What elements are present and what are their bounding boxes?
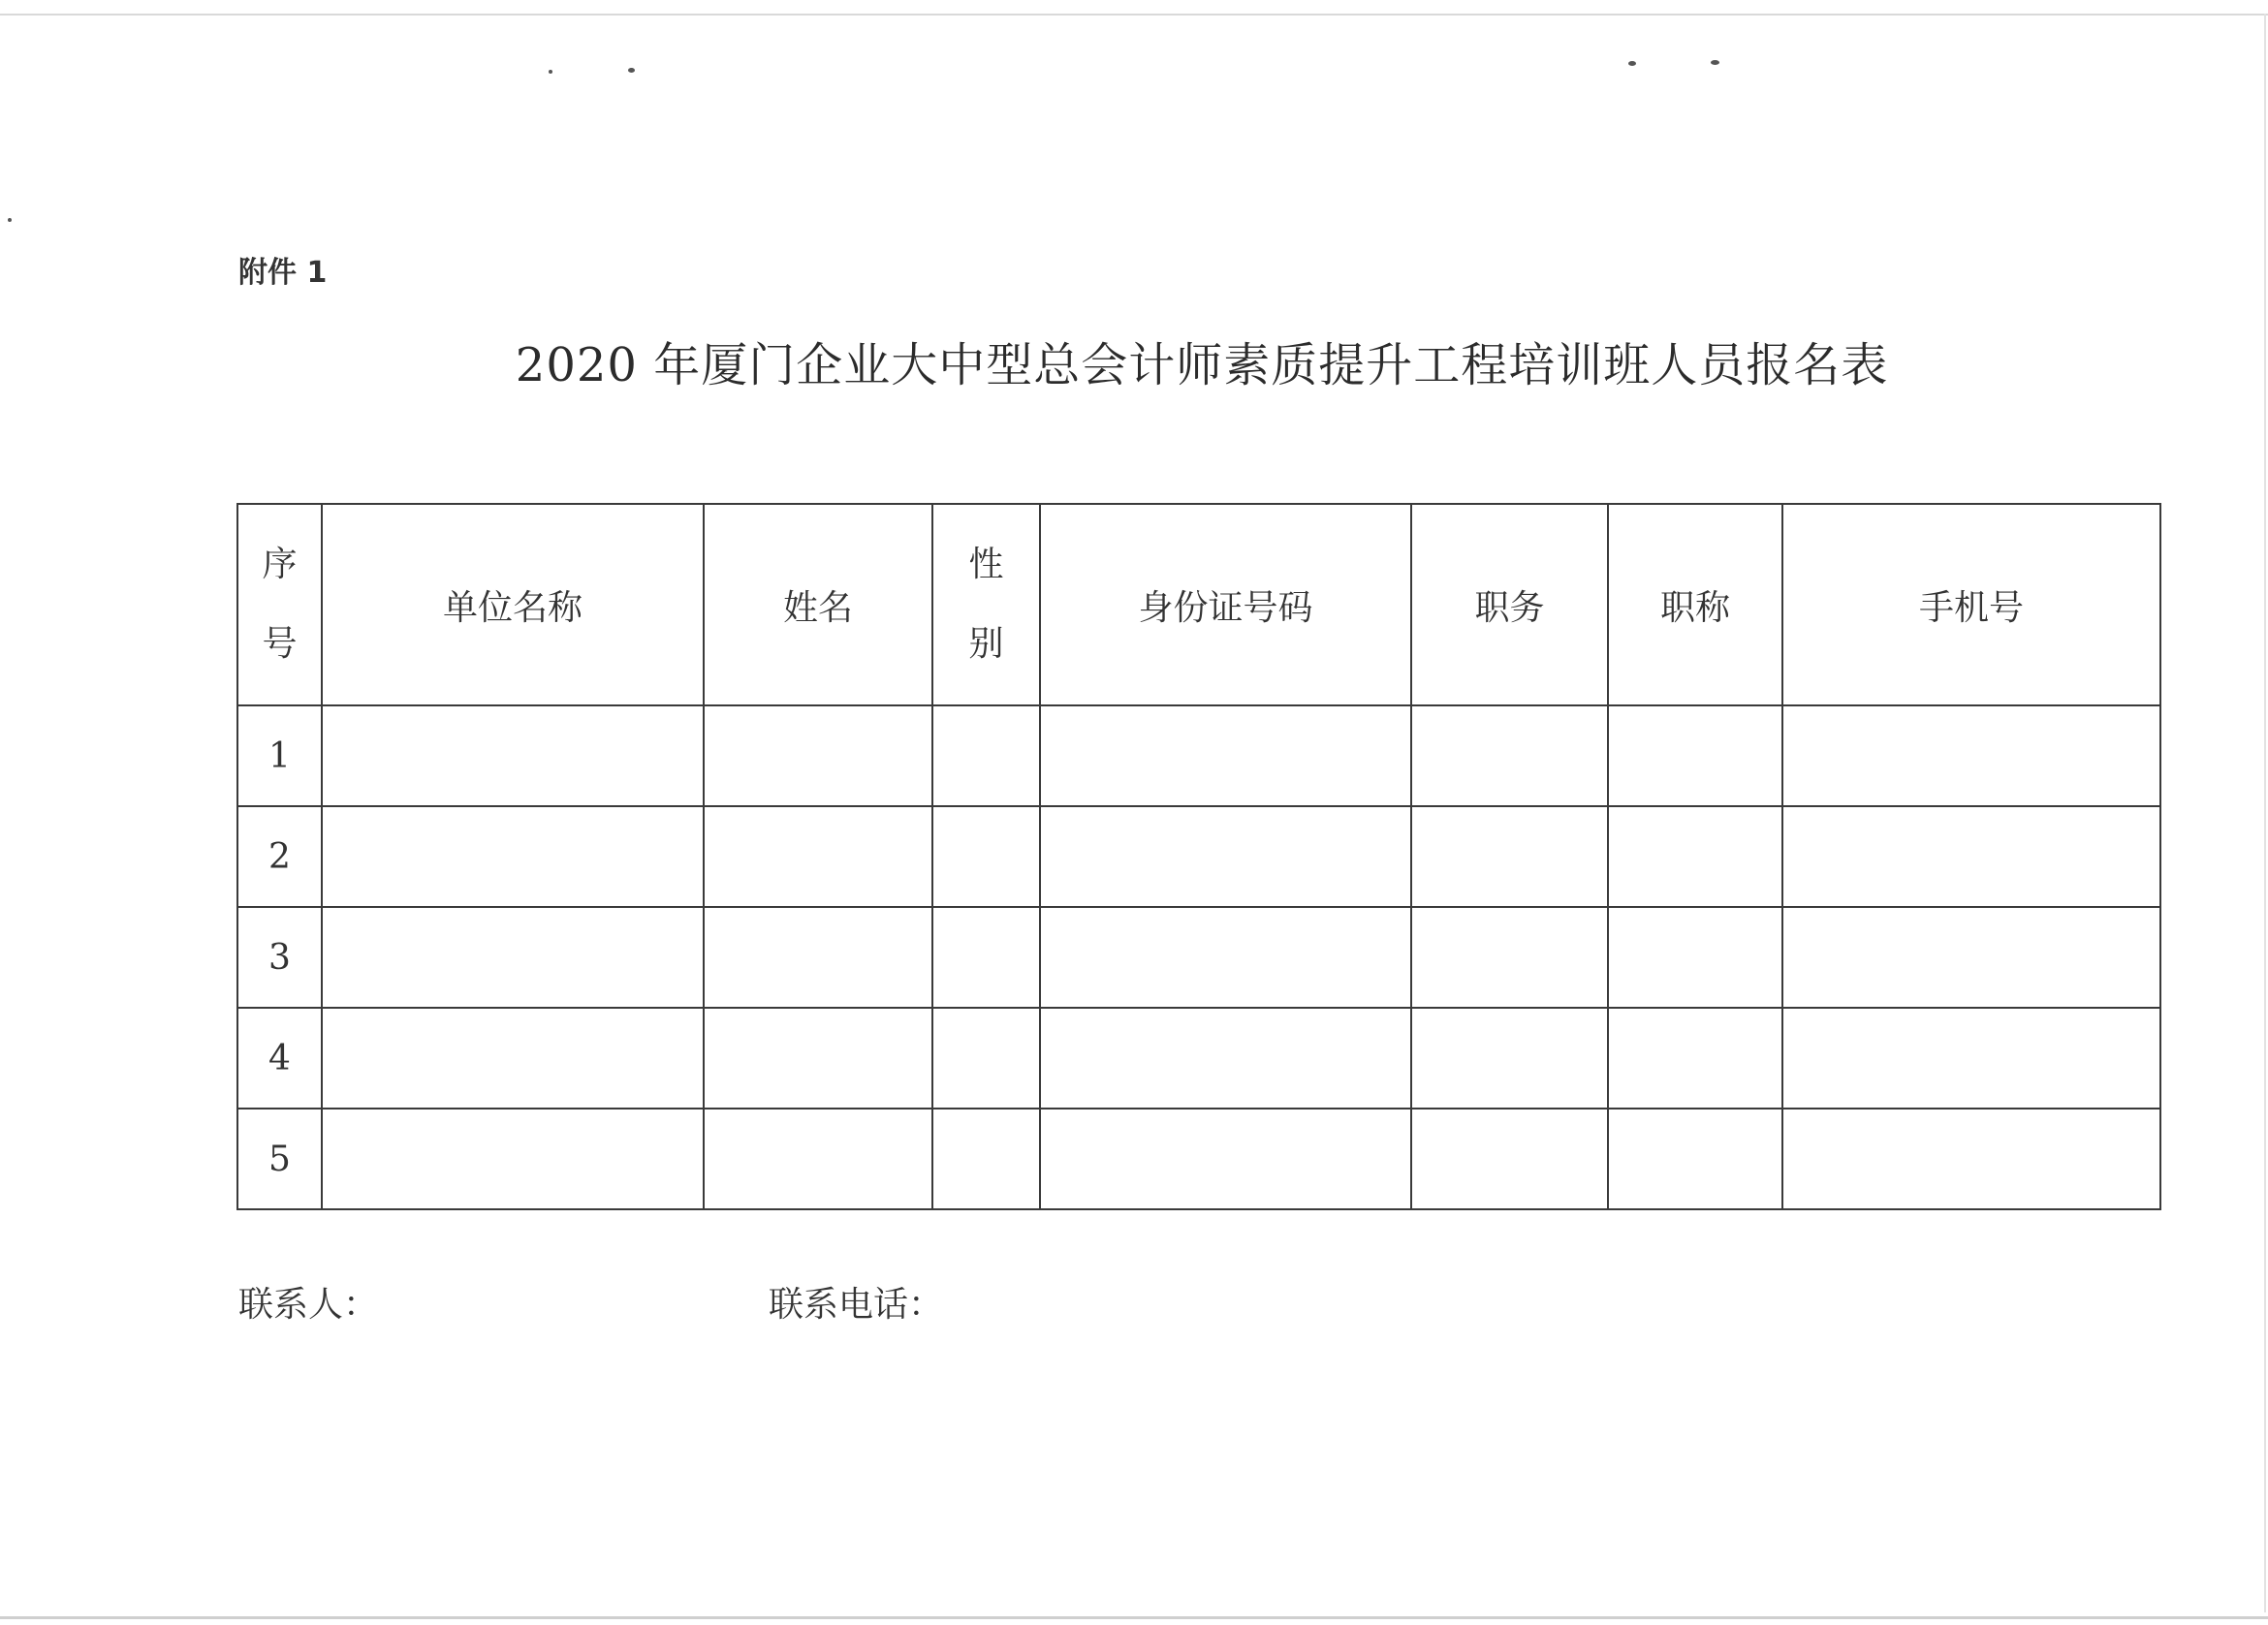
page-edge-right: [2264, 14, 2266, 1612]
cell-gender[interactable]: [932, 806, 1040, 907]
cell-name[interactable]: [704, 806, 932, 907]
row-seq: 5: [237, 1109, 322, 1209]
cell-name[interactable]: [704, 1008, 932, 1109]
scan-speck: [1628, 61, 1636, 66]
contact-person-label: 联系人：: [238, 1285, 379, 1325]
cell-position[interactable]: [1411, 1109, 1608, 1209]
cell-name[interactable]: [704, 705, 932, 806]
document-title: 2020 年厦门企业大中型总会计师素质提升工程培训班人员报名表: [515, 338, 1889, 392]
cell-id-number[interactable]: [1040, 907, 1411, 1008]
header-position: 职务: [1411, 504, 1608, 705]
header-gender-bottom: 别: [968, 624, 1004, 664]
registration-table: [236, 503, 2161, 1210]
cell-position[interactable]: [1411, 907, 1608, 1008]
scan-speck: [628, 68, 635, 73]
cell-title[interactable]: [1608, 907, 1782, 1008]
cell-unit-name[interactable]: [322, 806, 704, 907]
scan-speck: [1711, 60, 1719, 65]
row-seq: 2: [237, 806, 322, 907]
cell-gender[interactable]: [932, 907, 1040, 1008]
attachment-label: 附件 1: [238, 256, 328, 290]
row-seq: 3: [237, 907, 322, 1008]
header-id-number: 身份证号码: [1040, 504, 1411, 705]
header-name: 姓名: [704, 504, 932, 705]
row-seq: 1: [237, 705, 322, 806]
cell-mobile[interactable]: [1782, 705, 2160, 806]
cell-gender[interactable]: [932, 705, 1040, 806]
header-gender: [932, 504, 1040, 705]
header-seq-bottom: 号: [262, 624, 298, 664]
cell-unit-name[interactable]: [322, 705, 704, 806]
cell-id-number[interactable]: [1040, 705, 1411, 806]
page-edge-bottom: [0, 1616, 2268, 1619]
table-row: [237, 907, 2160, 1008]
cell-gender[interactable]: [932, 1109, 1040, 1209]
cell-name[interactable]: [704, 1109, 932, 1209]
header-mobile: 手机号: [1782, 504, 2160, 705]
table-row: [237, 1008, 2160, 1109]
table-header-row: [237, 504, 2160, 705]
cell-position[interactable]: [1411, 705, 1608, 806]
table-row: [237, 1109, 2160, 1209]
cell-title[interactable]: [1608, 1109, 1782, 1209]
cell-id-number[interactable]: [1040, 806, 1411, 907]
cell-unit-name[interactable]: [322, 1109, 704, 1209]
table-row: [237, 806, 2160, 907]
cell-unit-name[interactable]: [322, 907, 704, 1008]
row-seq: 4: [237, 1008, 322, 1109]
header-seq: [237, 504, 322, 705]
cell-id-number[interactable]: [1040, 1109, 1411, 1209]
cell-gender[interactable]: [932, 1008, 1040, 1109]
header-seq-top: 序: [262, 545, 298, 584]
cell-position[interactable]: [1411, 806, 1608, 907]
cell-title[interactable]: [1608, 1008, 1782, 1109]
cell-position[interactable]: [1411, 1008, 1608, 1109]
page-edge-top: [0, 14, 2268, 16]
cell-mobile[interactable]: [1782, 806, 2160, 907]
cell-mobile[interactable]: [1782, 1008, 2160, 1109]
cell-unit-name[interactable]: [322, 1008, 704, 1109]
cell-name[interactable]: [704, 907, 932, 1008]
header-unit-name: 单位名称: [322, 504, 704, 705]
scan-speck: [549, 70, 552, 74]
table-row: [237, 705, 2160, 806]
contact-phone-label: 联系电话：: [769, 1285, 944, 1325]
scan-speck: [8, 218, 12, 222]
header-title: 职称: [1608, 504, 1782, 705]
cell-mobile[interactable]: [1782, 907, 2160, 1008]
cell-title[interactable]: [1608, 806, 1782, 907]
cell-id-number[interactable]: [1040, 1008, 1411, 1109]
cell-title[interactable]: [1608, 705, 1782, 806]
cell-mobile[interactable]: [1782, 1109, 2160, 1209]
header-gender-top: 性: [968, 545, 1004, 584]
